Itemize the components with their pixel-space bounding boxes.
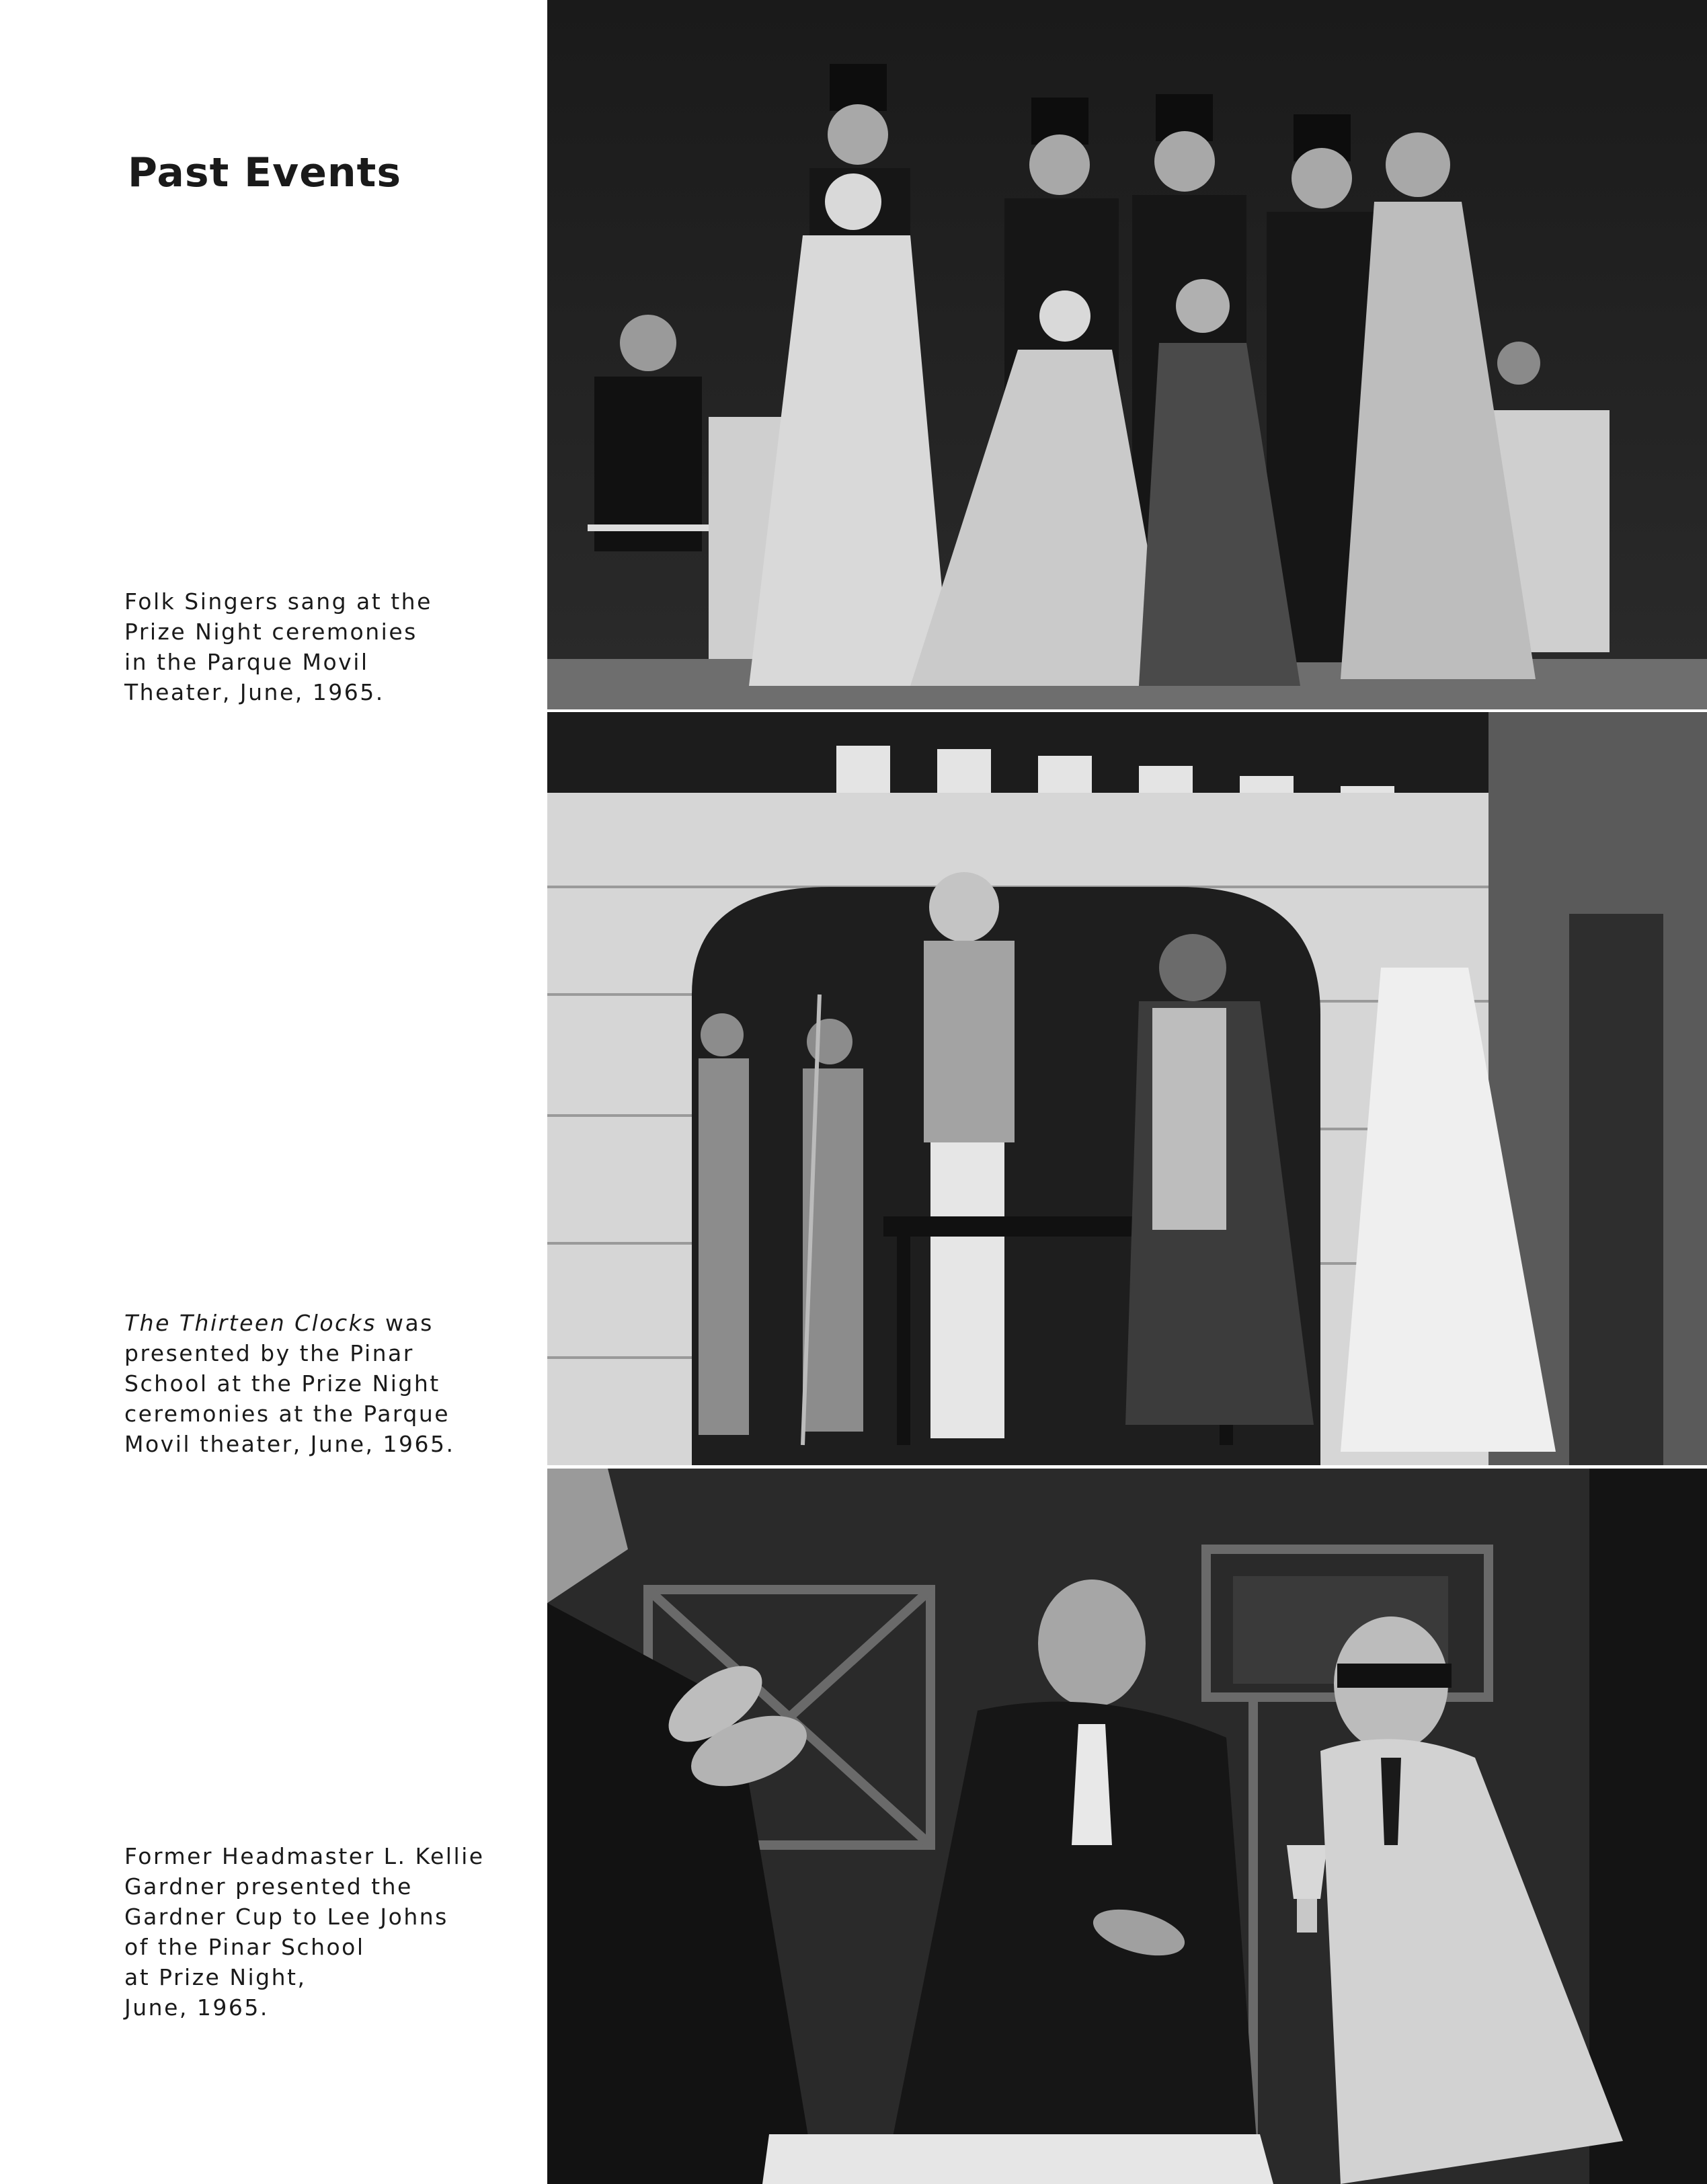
caption-line: Gardner presented the [124,1873,413,1900]
folk-singers-stage-photo [547,0,1707,709]
caption-line: Prize Night ceremonies [124,619,418,645]
gardner-cup-presentation-photo [547,1469,1707,2184]
play-title: The Thirteen Clocks [124,1310,376,1336]
caption-line: June, 1965. [124,1994,269,2021]
caption-line: Former Headmaster L. Kellie [124,1843,485,1869]
caption-line: presented by the Pinar [124,1340,414,1366]
caption-line: at Prize Night, [124,1964,307,1990]
caption-line: Gardner Cup to Lee Johns [124,1904,448,1930]
caption-thirteen-clocks [124,1308,555,1459]
caption-line: School at the Prize Night [124,1370,440,1397]
caption-line [124,1308,555,1338]
caption-line: ceremonies at the Parque [124,1401,450,1427]
caption-line: Theater, June, 1965. [124,679,385,705]
thirteen-clocks-castle-photo [547,712,1707,1465]
caption-gardner-cup [124,1841,555,2023]
page-title: Past Events [128,149,402,196]
caption-line: Movil theater, June, 1965. [124,1431,455,1457]
caption-line-rest: was [376,1310,434,1336]
caption-line: in the Parque Movil [124,649,369,675]
caption-folk-singers [124,586,555,707]
caption-line: Folk Singers sang at the [124,588,432,615]
caption-line: of the Pinar School [124,1934,365,1960]
